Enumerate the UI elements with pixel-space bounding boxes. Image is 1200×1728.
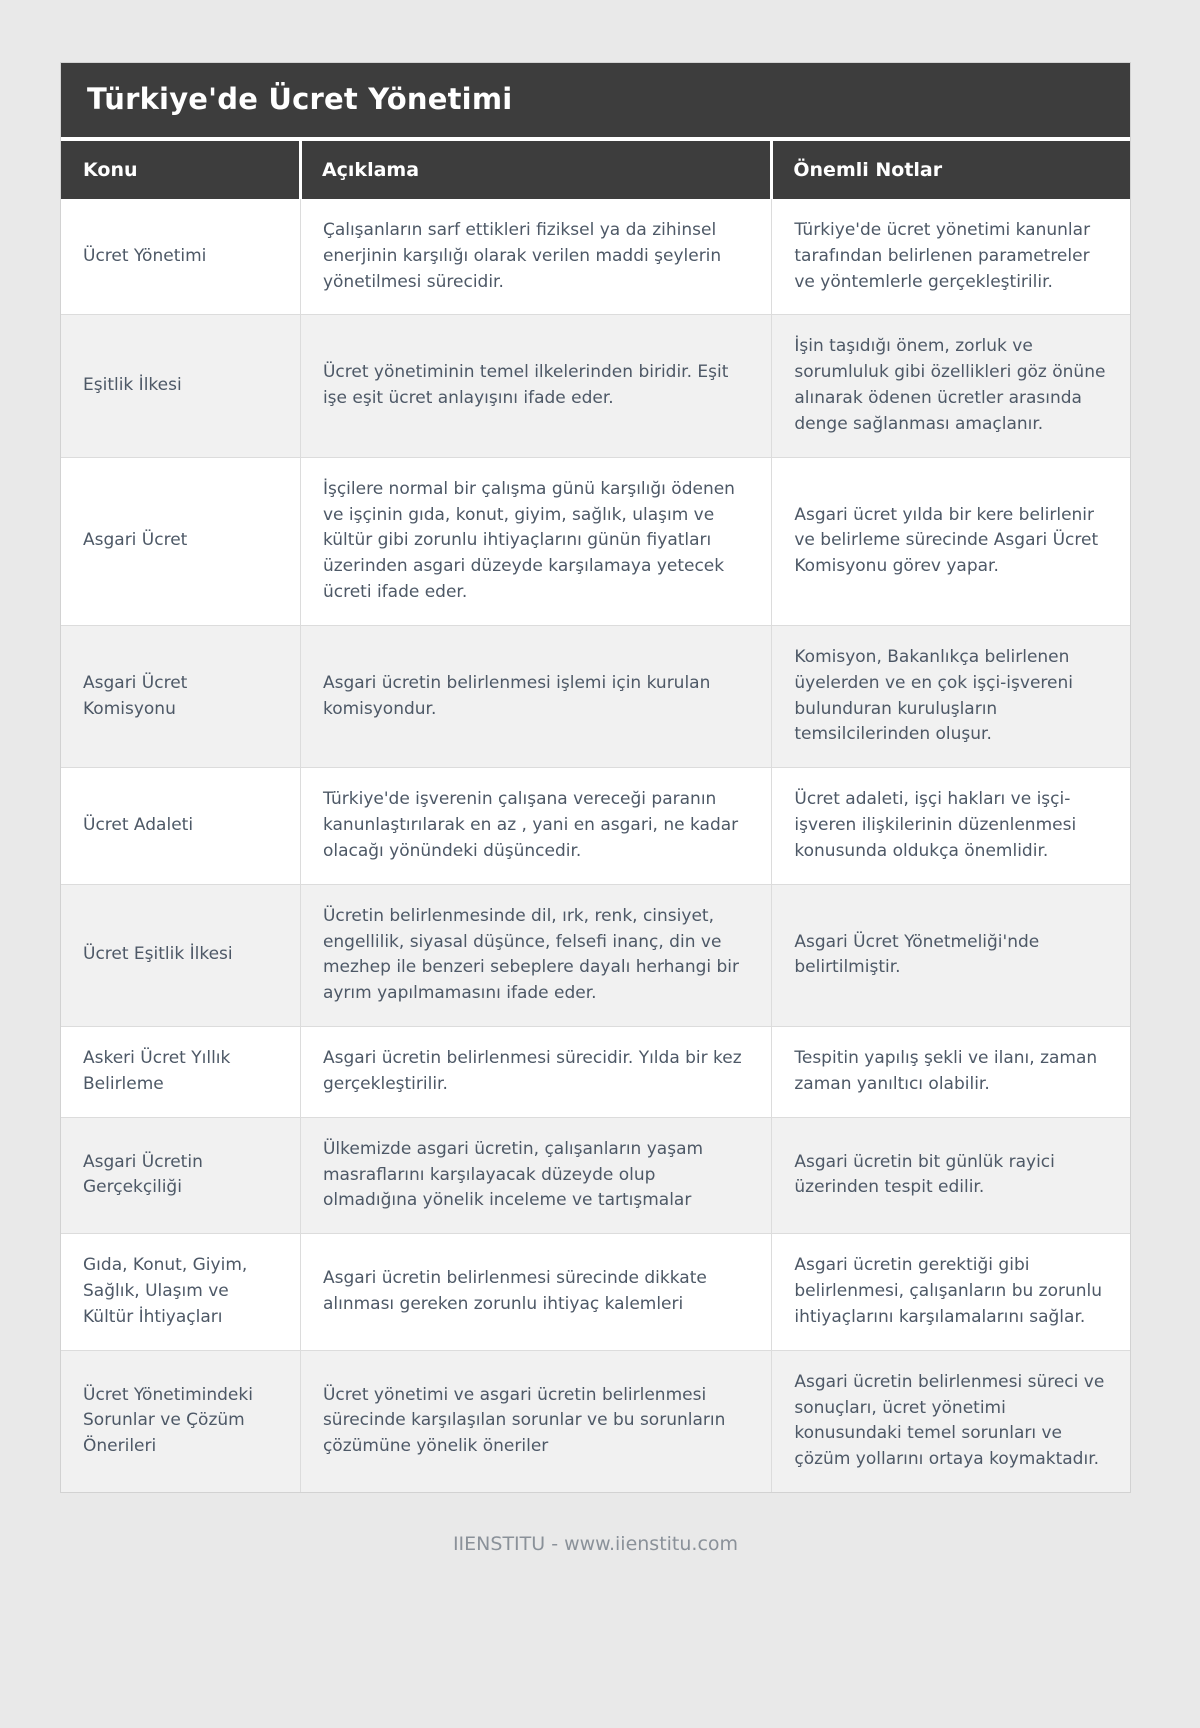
topic-cell: Asgari Ücretin Gerçekçiliği — [61, 1117, 300, 1233]
description-cell: Asgari ücretin belirlenmesi sürecidir. Yılda bir kez gerçekleştirilir. — [300, 1027, 771, 1118]
notes-cell: Türkiye'de ücret yönetimi kanunlar tarafından belirlenen parametreler ve yöntemlerle gerçekleştirilir. — [772, 199, 1130, 315]
table-row — [61, 768, 1130, 884]
notes-cell: Asgari ücretin belirlenmesi süreci ve sonuçları, ücret yönetimi konusundaki temel sorunları ve çözüm yollarını ortaya koymaktadır. — [772, 1350, 1130, 1492]
footer-attribution: IIENSTITU - www.iienstitu.com — [452, 1532, 739, 1555]
topic-cell: Asgari Ücret — [61, 457, 300, 625]
notes-cell: Asgari Ücret Yönetmeliği'nde belirtilmiştir. — [772, 884, 1130, 1026]
notes-cell: Asgari ücret yılda bir kere belirlenir ve belirleme sürecinde Asgari Ücret Komisyonu görev yapar. — [772, 457, 1130, 625]
description-cell: Türkiye'de işverenin çalışana vereceği paranın kanunlaştırılarak en az , yani en asgari, ne kadar olacağı yönündeki düşüncedir. — [300, 768, 771, 884]
table-row — [61, 625, 1130, 767]
notes-cell: İşin taşıdığı önem, zorluk ve sorumluluk gibi özellikleri göz önüne alınarak ödenen ücretler arasında denge sağlanması amaçlanır. — [772, 315, 1130, 457]
page-title: Türkiye'de Ücret Yönetimi — [61, 63, 1130, 137]
notes-cell: Ücret adaleti, işçi hakları ve işçi-işveren ilişkilerinin düzenlenmesi konusunda oldukça önemlidir. — [772, 768, 1130, 884]
description-cell: Çalışanların sarf ettikleri fiziksel ya da zihinsel enerjinin karşılığı olarak verilen maddi şeylerin yönetilmesi sürecidir. — [300, 199, 771, 315]
topic-cell: Ücret Adaleti — [61, 768, 300, 884]
table-row — [61, 1027, 1130, 1118]
table-row — [61, 1234, 1130, 1350]
notes-cell: Komisyon, Bakanlıkça belirlenen üyelerden ve en çok işçi-işvereni bulunduran kuruluşların temsilcilerinden oluşur. — [772, 625, 1130, 767]
table-row — [61, 199, 1130, 315]
column-header-topic: Konu — [61, 139, 300, 199]
topic-cell: Ücret Eşitlik İlkesi — [61, 884, 300, 1026]
column-header-description: Açıklama — [300, 139, 771, 199]
description-cell: Ülkemizde asgari ücretin, çalışanların yaşam masraflarını karşılayacak düzeyde olup olmadığına yönelik inceleme ve tartışmalar — [300, 1117, 771, 1233]
description-cell: Asgari ücretin belirlenmesi sürecinde dikkate alınması gereken zorunlu ihtiyaç kalemleri — [300, 1234, 771, 1350]
topic-cell: Askeri Ücret Yıllık Belirleme — [61, 1027, 300, 1118]
table-header — [61, 139, 1130, 199]
notes-cell: Tespitin yapılış şekli ve ilanı, zaman zaman yanıltıcı olabilir. — [772, 1027, 1130, 1118]
description-cell: Asgari ücretin belirlenmesi işlemi için kurulan komisyondur. — [300, 625, 771, 767]
description-cell: Ücret yönetiminin temel ilkelerinden biridir. Eşit işe eşit ücret anlayışını ifade eder. — [300, 315, 771, 457]
topic-cell: Ücret Yönetimi — [61, 199, 300, 315]
column-header-notes: Önemli Notlar — [772, 139, 1130, 199]
topic-cell: Eşitlik İlkesi — [61, 315, 300, 457]
topic-cell: Gıda, Konut, Giyim, Sağlık, Ulaşım ve Kültür İhtiyaçları — [61, 1234, 300, 1350]
description-cell: Ücretin belirlenmesinde dil, ırk, renk, cinsiyet, engellilik, siyasal düşünce, felsefi inanç, din ve mezhep ile benzeri sebeplere dayalı herhangi bir ayrım yapılmamasını ifade eder. — [300, 884, 771, 1026]
wage-management-table — [61, 137, 1130, 1492]
table-row — [61, 315, 1130, 457]
table-row — [61, 884, 1130, 1026]
table-row — [61, 1350, 1130, 1492]
topic-cell: Ücret Yönetimindeki Sorunlar ve Çözüm Önerileri — [61, 1350, 300, 1492]
table-row — [61, 457, 1130, 625]
description-cell: İşçilere normal bir çalışma günü karşılığı ödenen ve işçinin gıda, konut, giyim, sağlık, ulaşım ve kültür gibi zorunlu ihtiyaçlarını günün fiyatları üzerinden asgari düzeyde karşılamaya yetecek ücreti ifade eder. — [300, 457, 771, 625]
table-body — [61, 199, 1130, 1492]
notes-cell: Asgari ücretin bit günlük rayici üzerinden tespit edilir. — [772, 1117, 1130, 1233]
table-row — [61, 1117, 1130, 1233]
description-cell: Ücret yönetimi ve asgari ücretin belirlenmesi sürecinde karşılaşılan sorunlar ve bu sorunların çözümüne yönelik öneriler — [300, 1350, 771, 1492]
topic-cell: Asgari Ücret Komisyonu — [61, 625, 300, 767]
notes-cell: Asgari ücretin gerektiği gibi belirlenmesi, çalışanların bu zorunlu ihtiyaçlarını karşılamalarını sağlar. — [772, 1234, 1130, 1350]
wage-management-table-card — [60, 62, 1131, 1493]
